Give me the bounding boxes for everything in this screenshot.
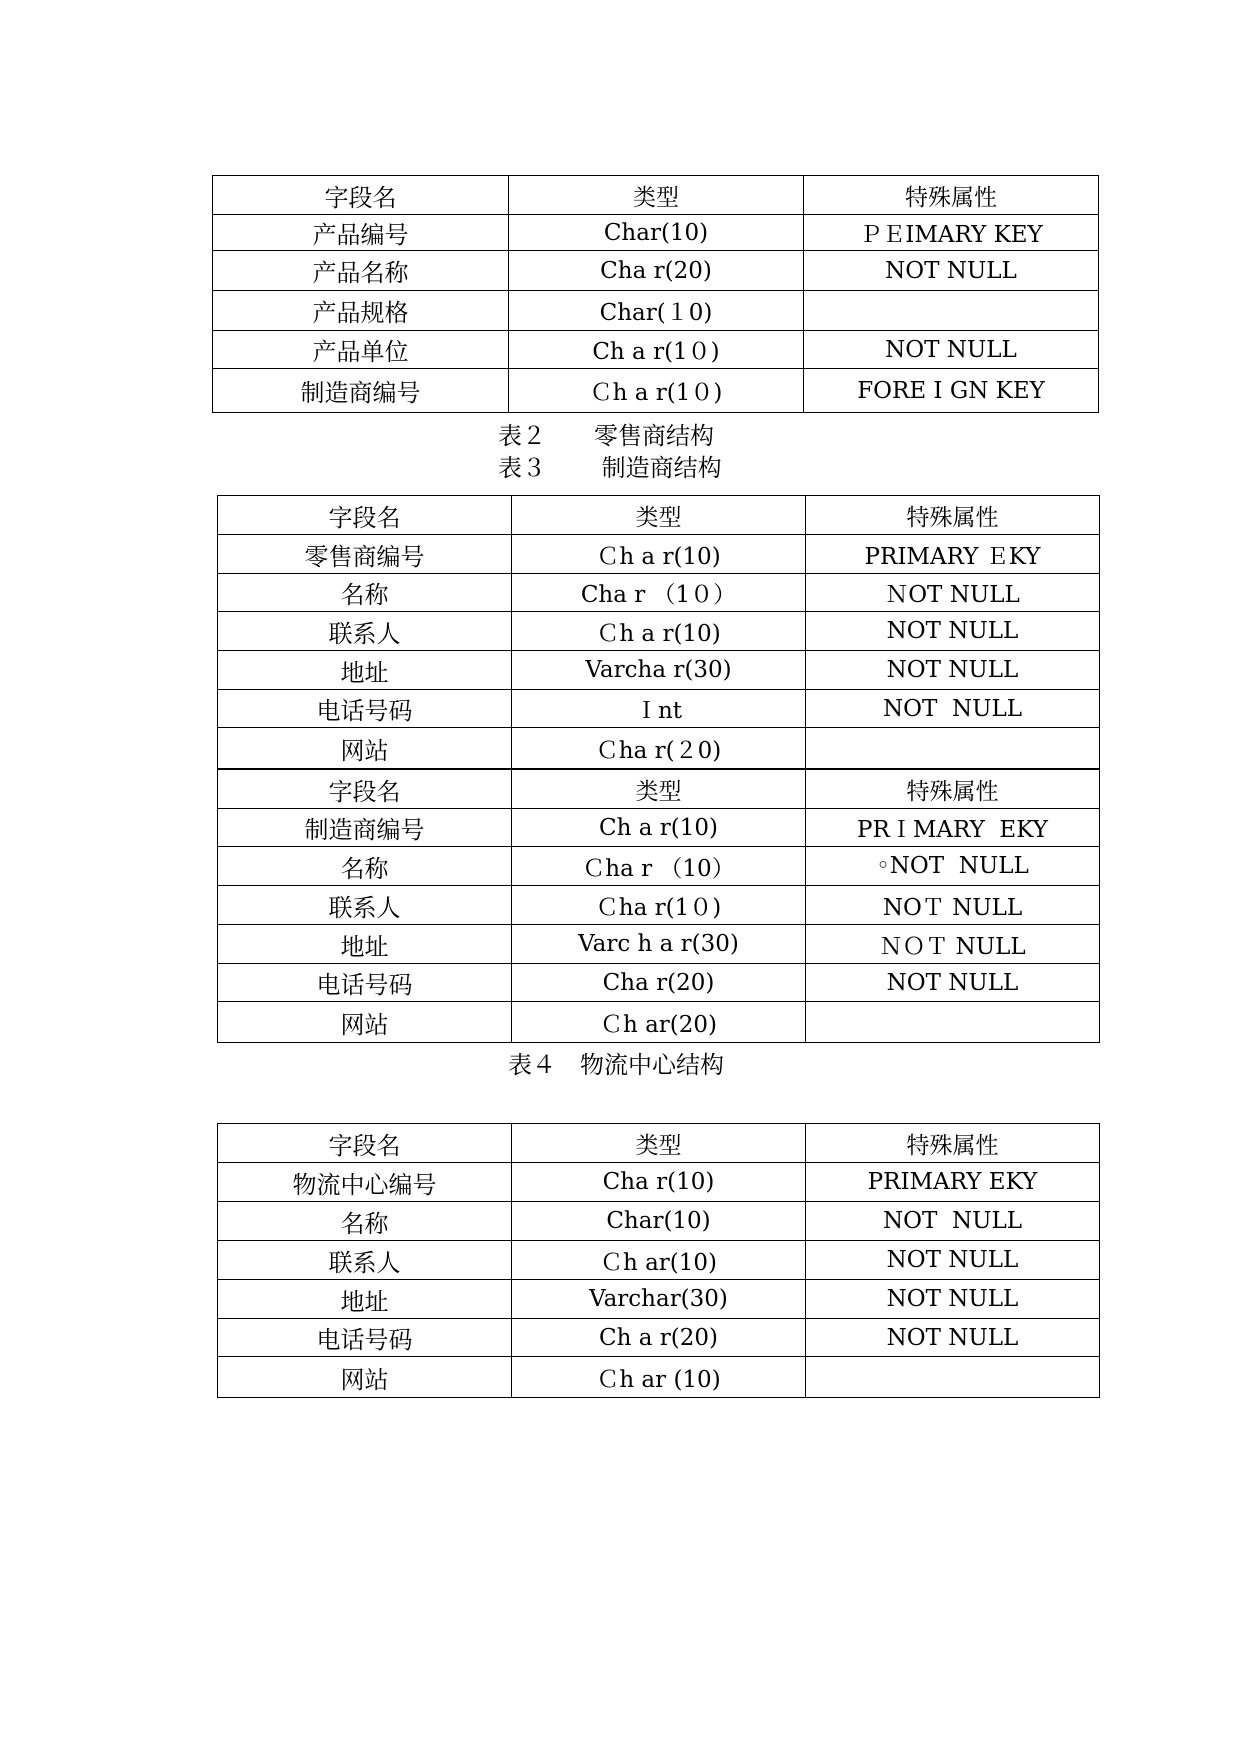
- table-cell: Ｃh a r(10): [512, 535, 806, 574]
- table-cell: NOT NULL: [806, 1280, 1100, 1319]
- table-row: [218, 1319, 1100, 1357]
- table-cell: Ｃh ar(10): [512, 1241, 806, 1280]
- table-cell: Varc h a r(30): [512, 925, 806, 964]
- table-row: [218, 925, 1100, 964]
- table-cell: NOT NULL: [806, 1241, 1100, 1280]
- header-cell: 字段名: [218, 496, 512, 535]
- table-cell: 名称: [218, 847, 512, 886]
- table-cell: NOT NULL: [806, 612, 1100, 651]
- table-cell: PRＩMARY EKY: [806, 809, 1100, 847]
- table-cell: ＰＥIMARY KEY: [804, 215, 1099, 251]
- table-cell: 电话号码: [218, 690, 512, 728]
- table-cell: [804, 291, 1099, 331]
- header-cell: 字段名: [218, 1124, 512, 1163]
- table-row: [218, 964, 1100, 1002]
- table-cell: 零售商编号: [218, 535, 512, 574]
- table-cell: Varcha r(30): [512, 651, 806, 690]
- table-cell: 名称: [218, 574, 512, 612]
- table-cell: Ｃh a r(10): [512, 612, 806, 651]
- table-cell: 地址: [218, 925, 512, 964]
- table-cell: 物流中心编号: [218, 1163, 512, 1202]
- table-cell: Varchar(30): [512, 1280, 806, 1319]
- header-cell: 字段名: [218, 770, 512, 809]
- table-cell: Ｃha r(1０): [512, 886, 806, 925]
- table-header-row: [213, 176, 1099, 215]
- table-cell: NOT NULL: [806, 1202, 1100, 1241]
- table-row: [218, 1202, 1100, 1241]
- table4-caption: 表４ 物流中心结构: [508, 1051, 724, 1079]
- table-cell: Ch a r(10): [512, 809, 806, 847]
- table-row: [218, 612, 1100, 651]
- table-cell: Cha r(20): [512, 964, 806, 1002]
- logistics-center-structure-table: [217, 1123, 1100, 1398]
- table-row: [218, 1002, 1100, 1043]
- table-cell: ＮOT NULL: [806, 574, 1100, 612]
- table-cell: 电话号码: [218, 1319, 512, 1357]
- table-row: [218, 886, 1100, 925]
- table-row: [213, 331, 1099, 369]
- header-cell: 特殊属性: [806, 1124, 1100, 1163]
- table-cell: [806, 728, 1100, 769]
- table-row: [218, 728, 1100, 769]
- table-cell: Char(10): [509, 215, 804, 251]
- table-cell: FORE I GN KEY: [804, 369, 1099, 413]
- table-cell: NOT NULL: [806, 1319, 1100, 1357]
- retailer-structure-table: [217, 495, 1100, 769]
- header-cell: 特殊属性: [806, 770, 1100, 809]
- table-row: [218, 535, 1100, 574]
- table-cell: 地址: [218, 651, 512, 690]
- header-cell: 字段名: [213, 176, 509, 215]
- table-cell: 联系人: [218, 1241, 512, 1280]
- table-cell: Ｉnt: [512, 690, 806, 728]
- table-cell: NOT NULL: [806, 651, 1100, 690]
- table-row: [218, 847, 1100, 886]
- table-cell: Cha r （1０）: [512, 574, 806, 612]
- table-cell: 制造商编号: [218, 809, 512, 847]
- table-cell: 网站: [218, 728, 512, 769]
- table-cell: 制造商编号: [213, 369, 509, 413]
- table-cell: 联系人: [218, 886, 512, 925]
- table-cell: Char(10): [512, 1202, 806, 1241]
- table-row: [218, 651, 1100, 690]
- table-cell: 电话号码: [218, 964, 512, 1002]
- table-cell: 地址: [218, 1280, 512, 1319]
- table-row: [213, 369, 1099, 413]
- table-cell: 联系人: [218, 612, 512, 651]
- table-header-row: [218, 1124, 1100, 1163]
- table-cell: Char(１0): [509, 291, 804, 331]
- table2-caption: 表２ 零售商结构: [498, 422, 714, 450]
- table-cell: 产品单位: [213, 331, 509, 369]
- table-cell: Ch a r(1０): [509, 331, 804, 369]
- table-cell: NOT NULL: [804, 331, 1099, 369]
- table-cell: 网站: [218, 1357, 512, 1398]
- table-row: [218, 809, 1100, 847]
- table-cell: NOT NULL: [806, 690, 1100, 728]
- table-cell: NOT NULL: [806, 964, 1100, 1002]
- table-cell: Ｃha r(２0): [512, 728, 806, 769]
- table-cell: ＮＯＴ NULL: [806, 925, 1100, 964]
- table-header-row: [218, 770, 1100, 809]
- table-cell: Ch a r(20): [512, 1319, 806, 1357]
- table-cell: Ｃh a r(1０): [509, 369, 804, 413]
- table-cell: 网站: [218, 1002, 512, 1043]
- table-row: [213, 215, 1099, 251]
- header-cell: 类型: [512, 770, 806, 809]
- product-structure-table: [212, 175, 1099, 413]
- table-row: [218, 574, 1100, 612]
- table-cell: [806, 1357, 1100, 1398]
- table-cell: Cha r(20): [509, 251, 804, 291]
- table-row: [218, 1163, 1100, 1202]
- table-cell: 产品名称: [213, 251, 509, 291]
- table-row: [213, 291, 1099, 331]
- header-cell: 类型: [512, 496, 806, 535]
- table-cell: Ｃha r （10）: [512, 847, 806, 886]
- table-header-row: [218, 496, 1100, 535]
- table-cell: Ｃh ar (10): [512, 1357, 806, 1398]
- table-row: [218, 690, 1100, 728]
- table-cell: PRIMARY ＥKY: [806, 535, 1100, 574]
- table-cell: NOT NULL: [804, 251, 1099, 291]
- table-cell: Ｃh ar(20): [512, 1002, 806, 1043]
- table-cell: 产品规格: [213, 291, 509, 331]
- table-cell: [806, 1002, 1100, 1043]
- header-cell: 类型: [509, 176, 804, 215]
- table-cell: NOＴ NULL: [806, 886, 1100, 925]
- table3-caption: 表３ 制造商结构: [498, 454, 722, 482]
- table-cell: ◦NOT NULL: [806, 847, 1100, 886]
- header-cell: 类型: [512, 1124, 806, 1163]
- header-cell: 特殊属性: [804, 176, 1099, 215]
- table-cell: PRIMARY EKY: [806, 1163, 1100, 1202]
- table-cell: Cha r(10): [512, 1163, 806, 1202]
- table-cell: 产品编号: [213, 215, 509, 251]
- header-cell: 特殊属性: [806, 496, 1100, 535]
- table-row: [218, 1241, 1100, 1280]
- table-row: [213, 251, 1099, 291]
- table-cell: 名称: [218, 1202, 512, 1241]
- table-row: [218, 1357, 1100, 1398]
- manufacturer-structure-table: [217, 769, 1100, 1043]
- table-row: [218, 1280, 1100, 1319]
